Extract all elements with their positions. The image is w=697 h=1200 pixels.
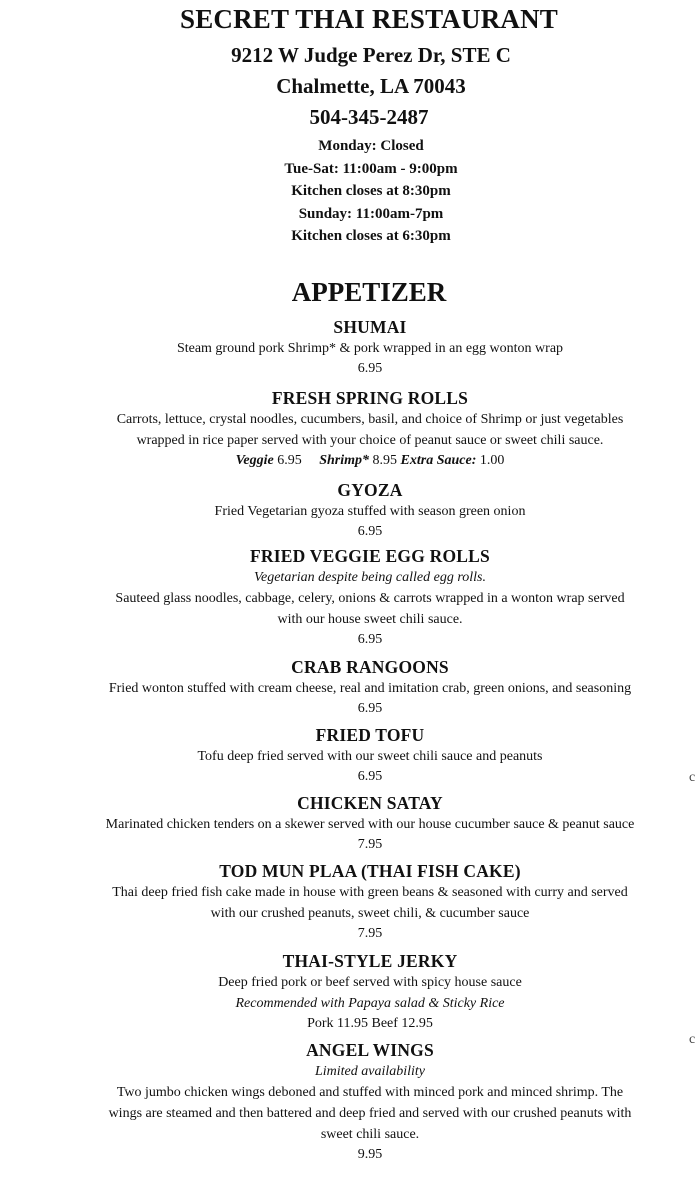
item-name: GYOZA [337,480,403,500]
extra-sauce-label: Extra Sauce: [400,453,477,468]
menu-item-shumai [0,316,697,379]
menu-item-fresh-spring-rolls [0,387,697,471]
edge-mark: c [689,1032,696,1047]
address-line-1: 9212 W Judge Perez Dr, STE C [231,43,511,67]
item-price: 6.95 [357,769,383,784]
item-name: FRESH SPRING ROLLS [271,388,469,408]
item-name: TOD MUN PLAA (THAI FISH CAKE) [219,861,521,881]
opening-hours [0,135,697,248]
extra-sauce-price: 1.00 [479,453,505,468]
veggie-price: 6.95 [277,453,302,468]
item-name: CRAB RANGOONS [291,657,449,677]
item-price: 7.95 [357,837,383,852]
restaurant-name: SECRET THAI RESTAURANT [179,4,558,34]
menu-item-fried-veggie-egg-rolls [0,545,697,650]
item-description: Two jumbo chicken wings deboned and stuffed with minced pork and minced shrimp. The [116,1085,624,1100]
address-line-2: Chalmette, LA 70043 [276,74,466,98]
item-description: Tofu deep fried served with our sweet chili sauce and peanuts [197,749,543,764]
item-price: 6.95 [357,361,383,376]
item-price: 6.95 [357,632,383,647]
item-description: Steam ground pork Shrimp* & pork wrapped in an egg wonton wrap [176,341,564,356]
veggie-label: Veggie [235,453,274,468]
hours-line: Kitchen closes at 8:30pm [291,183,451,199]
shrimp-price: 8.95 [372,453,398,468]
item-note: Vegetarian despite being called egg rolls. [254,570,486,585]
item-price: 7.95 [357,926,383,941]
edge-mark: c [689,770,696,785]
item-name: FRIED VEGGIE EGG ROLLS [250,546,490,566]
item-name: ANGEL WINGS [306,1040,434,1060]
item-name: CHICKEN SATAY [297,793,443,813]
menu-item-tod-mun-plaa [0,860,697,944]
hours-line: Monday: Closed [318,138,424,154]
hours-line: Sunday: 11:00am-7pm [298,205,444,222]
item-price: 6.95 [357,524,383,539]
menu-item-crab-rangoons [0,656,697,719]
item-price: Pork 11.95 Beef 12.95 [307,1016,433,1031]
menu-item-gyoza [0,479,697,542]
item-name: SHUMAI [333,317,407,337]
item-price-options [0,451,697,471]
item-description: Carrots, lettuce, crystal noodles, cucumbers, basil, and choice of Shrimp or just vegetables [116,412,624,427]
item-note: Limited availability [314,1064,426,1079]
section-title-appetizer: APPETIZER [291,277,447,307]
item-name: FRIED TOFU [315,725,425,745]
item-price: 6.95 [357,701,383,716]
menu-item-chicken-satay [0,792,697,855]
item-description: Sauteed glass noodles, cabbage, celery, onions & carrots wrapped in a wonton wrap served [115,591,625,606]
item-description: with our house sweet chili sauce. [277,612,463,627]
item-description: wings are steamed and then battered and deep fried and served with our crushed peanuts with [108,1106,632,1121]
item-description: wrapped in rice paper served with your choice of peanut sauce or sweet chili sauce. [136,433,604,448]
item-description: Marinated chicken tenders on a skewer served with our house cucumber sauce & peanut sauce [105,817,635,832]
shrimp-label: Shrimp* [319,453,370,468]
item-description: Thai deep fried fish cake made in house with green beans & seasoned with curry and served [112,885,628,900]
item-description: Deep fried pork or beef served with spicy house sauce [218,975,522,990]
item-note: Recommended with Papaya salad & Sticky Rice [235,996,505,1011]
item-price: 9.95 [357,1147,383,1162]
item-name: THAI-STYLE JERKY [282,951,458,971]
phone-number: 504-345-2487 [309,105,429,129]
hours-line: Kitchen closes at 6:30pm [291,228,451,244]
item-description: sweet chili sauce. [320,1127,420,1142]
item-description: Fried wonton stuffed with cream cheese, real and imitation crab, green onions, and seasoning [108,681,632,696]
item-description: with our crushed peanuts, sweet chili, & cucumber sauce [210,906,530,921]
hours-line: Tue-Sat: 11:00am - 9:00pm [284,160,458,177]
item-description: Fried Vegetarian gyoza stuffed with season green onion [214,504,526,519]
menu-item-thai-style-jerky [0,950,697,1034]
menu-item-angel-wings [0,1039,697,1165]
menu-item-fried-tofu [0,724,697,787]
